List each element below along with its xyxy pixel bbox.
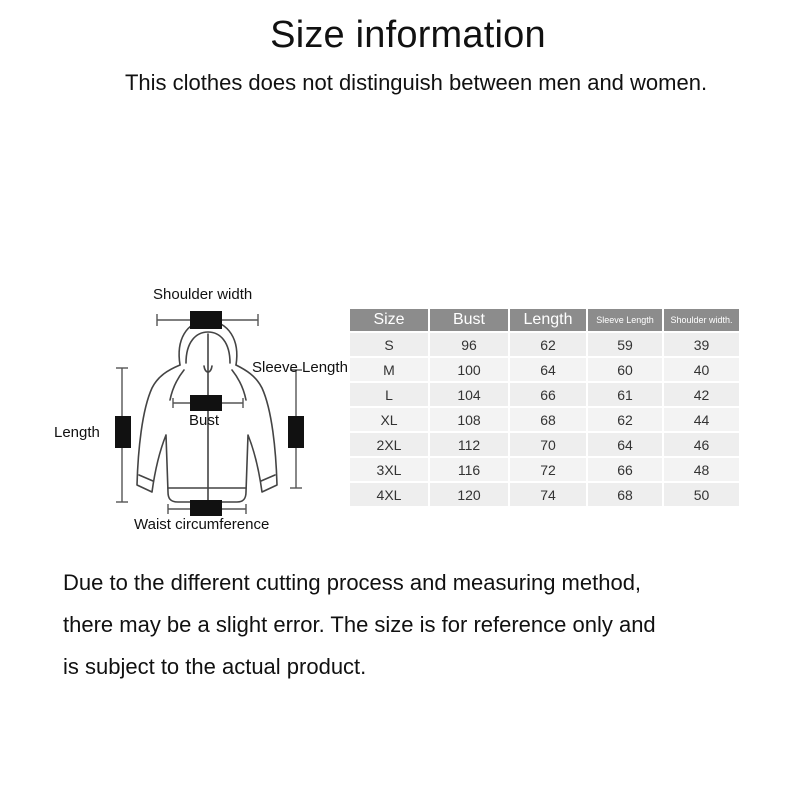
table-row xyxy=(350,458,739,481)
table-cell: 64 xyxy=(588,433,662,456)
note-line: there may be a slight error. The size is for reference only and xyxy=(63,612,656,637)
note-line: Due to the different cutting process and measuring method, xyxy=(63,570,642,595)
table-cell: 44 xyxy=(664,408,739,431)
table-cell: 48 xyxy=(664,458,739,481)
table-row xyxy=(350,358,739,381)
column-header: Sleeve Length xyxy=(588,309,662,331)
table-cell: 2XL xyxy=(350,433,428,456)
disclaimer-note xyxy=(63,562,783,688)
page-title: Size information xyxy=(270,14,546,56)
table-cell: 66 xyxy=(588,458,662,481)
sleeve-marker xyxy=(288,416,304,448)
table-cell: M xyxy=(350,358,428,381)
table-cell: 74 xyxy=(510,483,586,506)
column-header: Size xyxy=(350,309,428,331)
table-cell: 112 xyxy=(430,433,508,456)
table-cell: 66 xyxy=(510,383,586,406)
table-cell: 100 xyxy=(430,358,508,381)
table-cell: 70 xyxy=(510,433,586,456)
table-cell: 61 xyxy=(588,383,662,406)
page-subtitle: This clothes does not distinguish between men and women. xyxy=(124,70,708,95)
table-cell: 39 xyxy=(664,333,739,356)
waist-marker xyxy=(190,500,222,516)
table-cell: 62 xyxy=(510,333,586,356)
table-row xyxy=(350,483,739,506)
table-cell: 116 xyxy=(430,458,508,481)
note-line: is subject to the actual product. xyxy=(63,654,367,679)
table-header-row xyxy=(350,309,739,331)
size-table xyxy=(348,307,741,508)
table-cell: 68 xyxy=(588,483,662,506)
table-row xyxy=(350,333,739,356)
table-cell: L xyxy=(350,383,428,406)
table-cell: 120 xyxy=(430,483,508,506)
table-cell: 50 xyxy=(664,483,739,506)
length-label: Length xyxy=(54,424,100,441)
table-cell: 64 xyxy=(510,358,586,381)
table-cell: 40 xyxy=(664,358,739,381)
table-cell: 60 xyxy=(588,358,662,381)
table-cell: 62 xyxy=(588,408,662,431)
length-marker xyxy=(115,416,131,448)
table-row xyxy=(350,408,739,431)
bust-label: Bust xyxy=(189,412,220,429)
table-cell: 59 xyxy=(588,333,662,356)
table-cell: 46 xyxy=(664,433,739,456)
table-row xyxy=(350,433,739,456)
table-cell: 96 xyxy=(430,333,508,356)
table-row xyxy=(350,383,739,406)
table-cell: 4XL xyxy=(350,483,428,506)
hooded-jacket-outline-icon xyxy=(0,270,345,550)
jacket-measurement-diagram xyxy=(0,270,348,550)
column-header: Length xyxy=(510,309,586,331)
column-header: Bust xyxy=(430,309,508,331)
table-cell: 3XL xyxy=(350,458,428,481)
sleeve-length-label: Sleeve Length xyxy=(252,359,348,376)
table-cell: S xyxy=(350,333,428,356)
table-cell: 104 xyxy=(430,383,508,406)
bust-marker xyxy=(190,395,222,411)
column-header: Shoulder width. xyxy=(664,309,739,331)
waist-circumference-label: Waist circumference xyxy=(134,516,270,533)
shoulder-marker xyxy=(190,311,222,329)
shoulder-width-label: Shoulder width xyxy=(153,286,253,303)
table-cell: 108 xyxy=(430,408,508,431)
table-cell: 68 xyxy=(510,408,586,431)
table-cell: 42 xyxy=(664,383,739,406)
table-cell: 72 xyxy=(510,458,586,481)
table-cell: XL xyxy=(350,408,428,431)
